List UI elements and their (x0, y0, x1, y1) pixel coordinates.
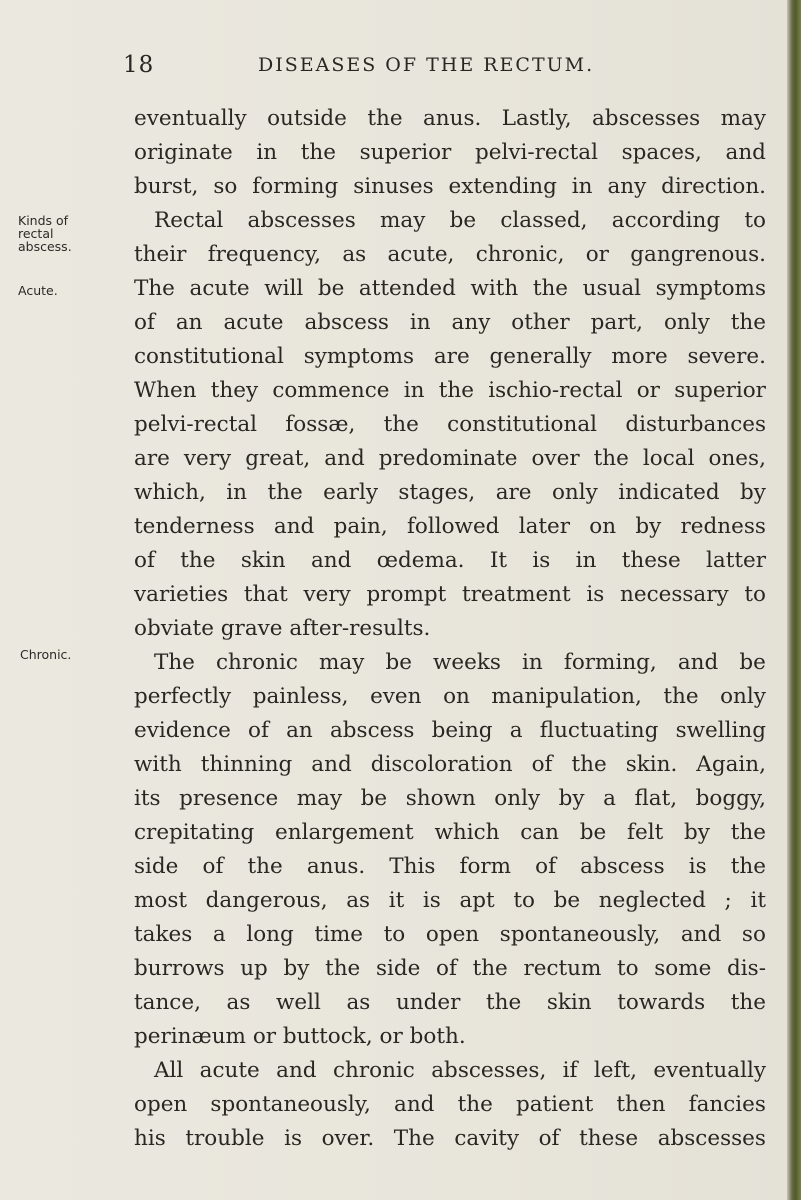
word: the (367, 106, 403, 131)
word: commence (272, 378, 390, 403)
word: The (154, 650, 195, 675)
word: shown (405, 786, 476, 811)
word: eventually (653, 1058, 766, 1083)
word: outside (267, 106, 347, 131)
word: pelvi-rectal (134, 412, 258, 437)
word: on (443, 684, 470, 709)
word: well (275, 990, 321, 1015)
word: the (267, 480, 303, 505)
word: enlargement (275, 820, 414, 845)
word: sinuses (353, 174, 434, 199)
word: or (636, 378, 660, 403)
word: or (252, 1024, 277, 1049)
word: can (520, 820, 559, 845)
word: weeks (433, 650, 501, 675)
word: Rectal (154, 208, 224, 233)
page-edge-shadow (787, 0, 801, 1200)
word: acute (189, 276, 250, 301)
word: painless, (252, 684, 349, 709)
word: be (553, 888, 581, 913)
word: trouble (185, 1126, 265, 1151)
word: evidence (134, 718, 231, 743)
text-line (134, 1054, 766, 1088)
word: be (739, 650, 766, 675)
word: obviate (134, 616, 214, 641)
text-line (134, 374, 766, 408)
word: ; (724, 888, 732, 913)
word: disturbances (625, 412, 766, 437)
word: may (296, 786, 343, 811)
text-line (134, 442, 766, 476)
word: boggy, (695, 786, 766, 811)
word: most (134, 888, 188, 913)
word: side (375, 956, 421, 981)
word: local (642, 446, 695, 471)
word: that (243, 582, 288, 607)
word: patient (515, 1092, 594, 1117)
word: will (264, 276, 304, 301)
text-line (134, 952, 766, 986)
word: fossæ, (285, 412, 356, 437)
word: if (562, 1058, 578, 1083)
text-line (134, 578, 766, 612)
word: the (247, 854, 283, 879)
margin-note-kinds-of-rectal-abscess (18, 214, 72, 253)
text-line (134, 170, 766, 204)
word: spontaneously, (210, 1092, 371, 1117)
word: early (323, 480, 378, 505)
word: tance, (134, 990, 201, 1015)
word: extending (448, 174, 557, 199)
word: some (654, 956, 712, 981)
word: of (535, 854, 557, 879)
text-line (134, 1088, 766, 1122)
word: acute (223, 310, 284, 335)
word: anus. (306, 854, 366, 879)
word: burst, (134, 174, 199, 199)
word: according (611, 208, 721, 233)
word: is (284, 1126, 302, 1151)
word: necessary (620, 582, 729, 607)
word: discoloration (370, 752, 513, 777)
text-line (134, 986, 766, 1020)
word: pelvi-rectal (474, 140, 598, 165)
word: ischio-rectal (488, 378, 623, 403)
word: frequency, (207, 242, 321, 267)
word: be (579, 820, 607, 845)
word: is (422, 888, 441, 913)
text-line (134, 850, 766, 884)
word: eventually (134, 106, 247, 131)
word: his (134, 1126, 166, 1151)
word: later (518, 514, 571, 539)
word: the (593, 446, 629, 471)
word: apt (459, 888, 495, 913)
word: other (511, 310, 570, 335)
word: to (513, 888, 535, 913)
word: the (730, 854, 766, 879)
word: is (688, 854, 707, 879)
word: flat, (634, 786, 678, 811)
word: presence (179, 786, 279, 811)
word: are (495, 480, 532, 505)
word: the (472, 956, 508, 981)
word: skin (240, 548, 286, 573)
word: form (459, 854, 512, 879)
text-line (134, 748, 766, 782)
word: the (532, 276, 569, 301)
text-line (134, 408, 766, 442)
word: œdema. (376, 548, 465, 573)
word: takes (134, 922, 193, 947)
word: and (725, 140, 766, 165)
word: so (213, 174, 238, 199)
word: the (438, 378, 474, 403)
word: usual (582, 276, 642, 301)
word: these (579, 1126, 639, 1151)
word: forming, (563, 650, 657, 675)
word: perinæum (134, 1024, 246, 1049)
word: spaces, (621, 140, 702, 165)
word: and (276, 1058, 317, 1083)
word: which (434, 820, 500, 845)
word: may (380, 208, 426, 233)
word: abscess (580, 854, 665, 879)
word: in (256, 140, 278, 165)
word: cavity (454, 1126, 519, 1151)
word: only (663, 310, 710, 335)
page-header (0, 52, 801, 82)
word: abscesses (247, 208, 356, 233)
word: rectum (523, 956, 602, 981)
word: they (210, 378, 259, 403)
word: latter (706, 548, 766, 573)
word: chronic, (475, 242, 565, 267)
text-line (134, 306, 766, 340)
word: of (134, 548, 155, 573)
word: very (183, 446, 232, 471)
word: direction. (661, 174, 766, 199)
word: and (680, 922, 722, 947)
word: gangrenous. (630, 242, 766, 267)
word: prompt (366, 582, 447, 607)
word: then (616, 1092, 666, 1117)
word: after-results. (289, 616, 431, 641)
word: by (283, 956, 310, 981)
word: of (134, 310, 155, 335)
word: left, (593, 1058, 637, 1083)
word: swelling (675, 718, 766, 743)
word: part, (590, 310, 643, 335)
word: by (635, 514, 662, 539)
word: are (433, 344, 470, 369)
word: pain, (333, 514, 388, 539)
word: burrows (134, 956, 225, 981)
text-line (134, 1020, 766, 1054)
word: and (394, 1092, 435, 1117)
word: any (607, 174, 647, 199)
word: as (346, 888, 371, 913)
word: thinning (200, 752, 293, 777)
word: or (379, 1024, 403, 1049)
word: over. (321, 1126, 375, 1151)
word: the (457, 1092, 493, 1117)
page-number: 18 (123, 52, 155, 78)
word: a (212, 922, 226, 947)
word: of (202, 854, 224, 879)
text-line (134, 884, 766, 918)
text-line (134, 646, 766, 680)
word: be (449, 208, 477, 233)
word: chronic (332, 1058, 415, 1083)
word: the (571, 752, 607, 777)
word: even (370, 684, 422, 709)
word: This (389, 854, 436, 879)
text-line (134, 714, 766, 748)
word: or (585, 242, 609, 267)
word: generally (489, 344, 592, 369)
word: the (730, 990, 766, 1015)
text-line (134, 1122, 766, 1156)
word: to (744, 582, 766, 607)
text-line (134, 680, 766, 714)
word: only (720, 684, 766, 709)
word: ones, (708, 446, 766, 471)
word: the (383, 412, 419, 437)
word: abscesses, (431, 1058, 547, 1083)
word: skin. (625, 752, 678, 777)
word: and (310, 548, 352, 573)
text-line (134, 476, 766, 510)
word: be (360, 786, 388, 811)
word: followed (406, 514, 500, 539)
running-title: DISEASES OF THE RECTUM. (258, 54, 595, 76)
word: symptoms (655, 276, 766, 301)
word: dangerous, (205, 888, 328, 913)
word: of (538, 1126, 560, 1151)
word: spontaneously, (499, 922, 661, 947)
margin-note-line: rectal (18, 226, 54, 241)
word: the (300, 140, 336, 165)
word: to (383, 922, 406, 947)
word: manipulation, (491, 684, 642, 709)
word: the (325, 956, 361, 981)
word: may (318, 650, 365, 675)
word: in (403, 378, 425, 403)
word: originate (134, 140, 233, 165)
word: superior (359, 140, 452, 165)
text-line (134, 612, 766, 646)
word: up (240, 956, 268, 981)
word: predominate (378, 446, 518, 471)
text-line (134, 102, 766, 136)
word: fluctuating (539, 718, 659, 743)
word: stages, (398, 480, 476, 505)
text-line (134, 510, 766, 544)
word: abscesses (591, 106, 701, 131)
word: anus. (422, 106, 482, 131)
word: in (226, 480, 248, 505)
word: open (134, 1092, 188, 1117)
word: It (489, 548, 508, 573)
word: as (346, 990, 371, 1015)
word: Again, (696, 752, 766, 777)
margin-note-chronic: Chronic. (20, 647, 72, 662)
word: dis- (727, 956, 766, 981)
word: redness (680, 514, 766, 539)
word: of (436, 956, 457, 981)
word: The (393, 1126, 435, 1151)
word: by (740, 480, 766, 505)
word: of (531, 752, 553, 777)
text-line (134, 782, 766, 816)
word: it (388, 888, 405, 913)
word: When (134, 378, 197, 403)
word: open (425, 922, 480, 947)
word: very (303, 582, 351, 607)
word: an (175, 310, 203, 335)
word: and (677, 650, 719, 675)
word: the (180, 548, 216, 573)
word: acute (199, 1058, 260, 1083)
margin-note-acute: Acute. (18, 283, 58, 298)
word: under (395, 990, 461, 1015)
word: and (324, 446, 365, 471)
word: being (431, 718, 493, 743)
word: these (621, 548, 681, 573)
word: of (248, 718, 269, 743)
word: is (586, 582, 605, 607)
word: skin (546, 990, 592, 1015)
word: to (744, 208, 766, 233)
word: crepitating (134, 820, 255, 845)
word: abscesses (657, 1126, 766, 1151)
word: acute, (387, 242, 455, 267)
word: classed, (500, 208, 588, 233)
word: by (684, 820, 710, 845)
word: constitutional (134, 344, 284, 369)
word: by (558, 786, 585, 811)
word: great, (245, 446, 311, 471)
word: which, (134, 480, 206, 505)
word: as (226, 990, 251, 1015)
word: varieties (134, 582, 229, 607)
word: abscess (329, 718, 415, 743)
word: its (134, 786, 161, 811)
word: a (603, 786, 616, 811)
word: in (409, 310, 431, 335)
text-line (134, 204, 766, 238)
text-line (134, 544, 766, 578)
word: treatment (461, 582, 571, 607)
word: severe. (687, 344, 766, 369)
text-line (134, 340, 766, 374)
text-line (134, 816, 766, 850)
word: towards (617, 990, 706, 1015)
word: and (273, 514, 315, 539)
word: tenderness (134, 514, 255, 539)
text-line (134, 272, 766, 306)
body-text (134, 102, 766, 1156)
word: and (311, 752, 352, 777)
word: forming (252, 174, 339, 199)
word: side (134, 854, 179, 879)
word: more (611, 344, 668, 369)
word: the (730, 820, 766, 845)
word: as (342, 242, 367, 267)
word: Lastly, (501, 106, 572, 131)
word: abscess (304, 310, 389, 335)
word: the (486, 990, 522, 1015)
text-line (134, 918, 766, 952)
word: in (522, 650, 543, 675)
word: it (750, 888, 766, 913)
word: a (509, 718, 523, 743)
word: long (246, 922, 294, 947)
word: symptoms (303, 344, 415, 369)
word: with (134, 752, 182, 777)
word: the (663, 684, 699, 709)
word: may (720, 106, 766, 131)
word: neglected (598, 888, 706, 913)
word: with (470, 276, 519, 301)
word: an (286, 718, 313, 743)
word: All (154, 1058, 184, 1083)
word: so (741, 922, 766, 947)
word: over (531, 446, 580, 471)
word: are (134, 446, 170, 471)
text-line (134, 136, 766, 170)
word: chronic (216, 650, 298, 675)
word: The (134, 276, 175, 301)
word: to (617, 956, 639, 981)
word: in (571, 174, 593, 199)
word: constitutional (447, 412, 598, 437)
word: only (494, 786, 541, 811)
word: be (385, 650, 412, 675)
word: the (730, 310, 766, 335)
word: indicated (618, 480, 720, 505)
margin-note-line: Kinds of (18, 213, 69, 228)
word: time (314, 922, 364, 947)
word: be (317, 276, 345, 301)
word: their (134, 242, 187, 267)
word: felt (627, 820, 664, 845)
word: any (451, 310, 491, 335)
word: on (589, 514, 617, 539)
word: is (532, 548, 551, 573)
word: grave (220, 616, 283, 641)
word: superior (674, 378, 766, 403)
word: fancies (688, 1092, 766, 1117)
word: buttock, (282, 1024, 373, 1049)
word: both. (409, 1024, 466, 1049)
text-line (134, 238, 766, 272)
margin-note-line: abscess. (18, 239, 72, 254)
word: in (575, 548, 597, 573)
word: only (551, 480, 598, 505)
word: perfectly (134, 684, 232, 709)
word: attended (358, 276, 456, 301)
